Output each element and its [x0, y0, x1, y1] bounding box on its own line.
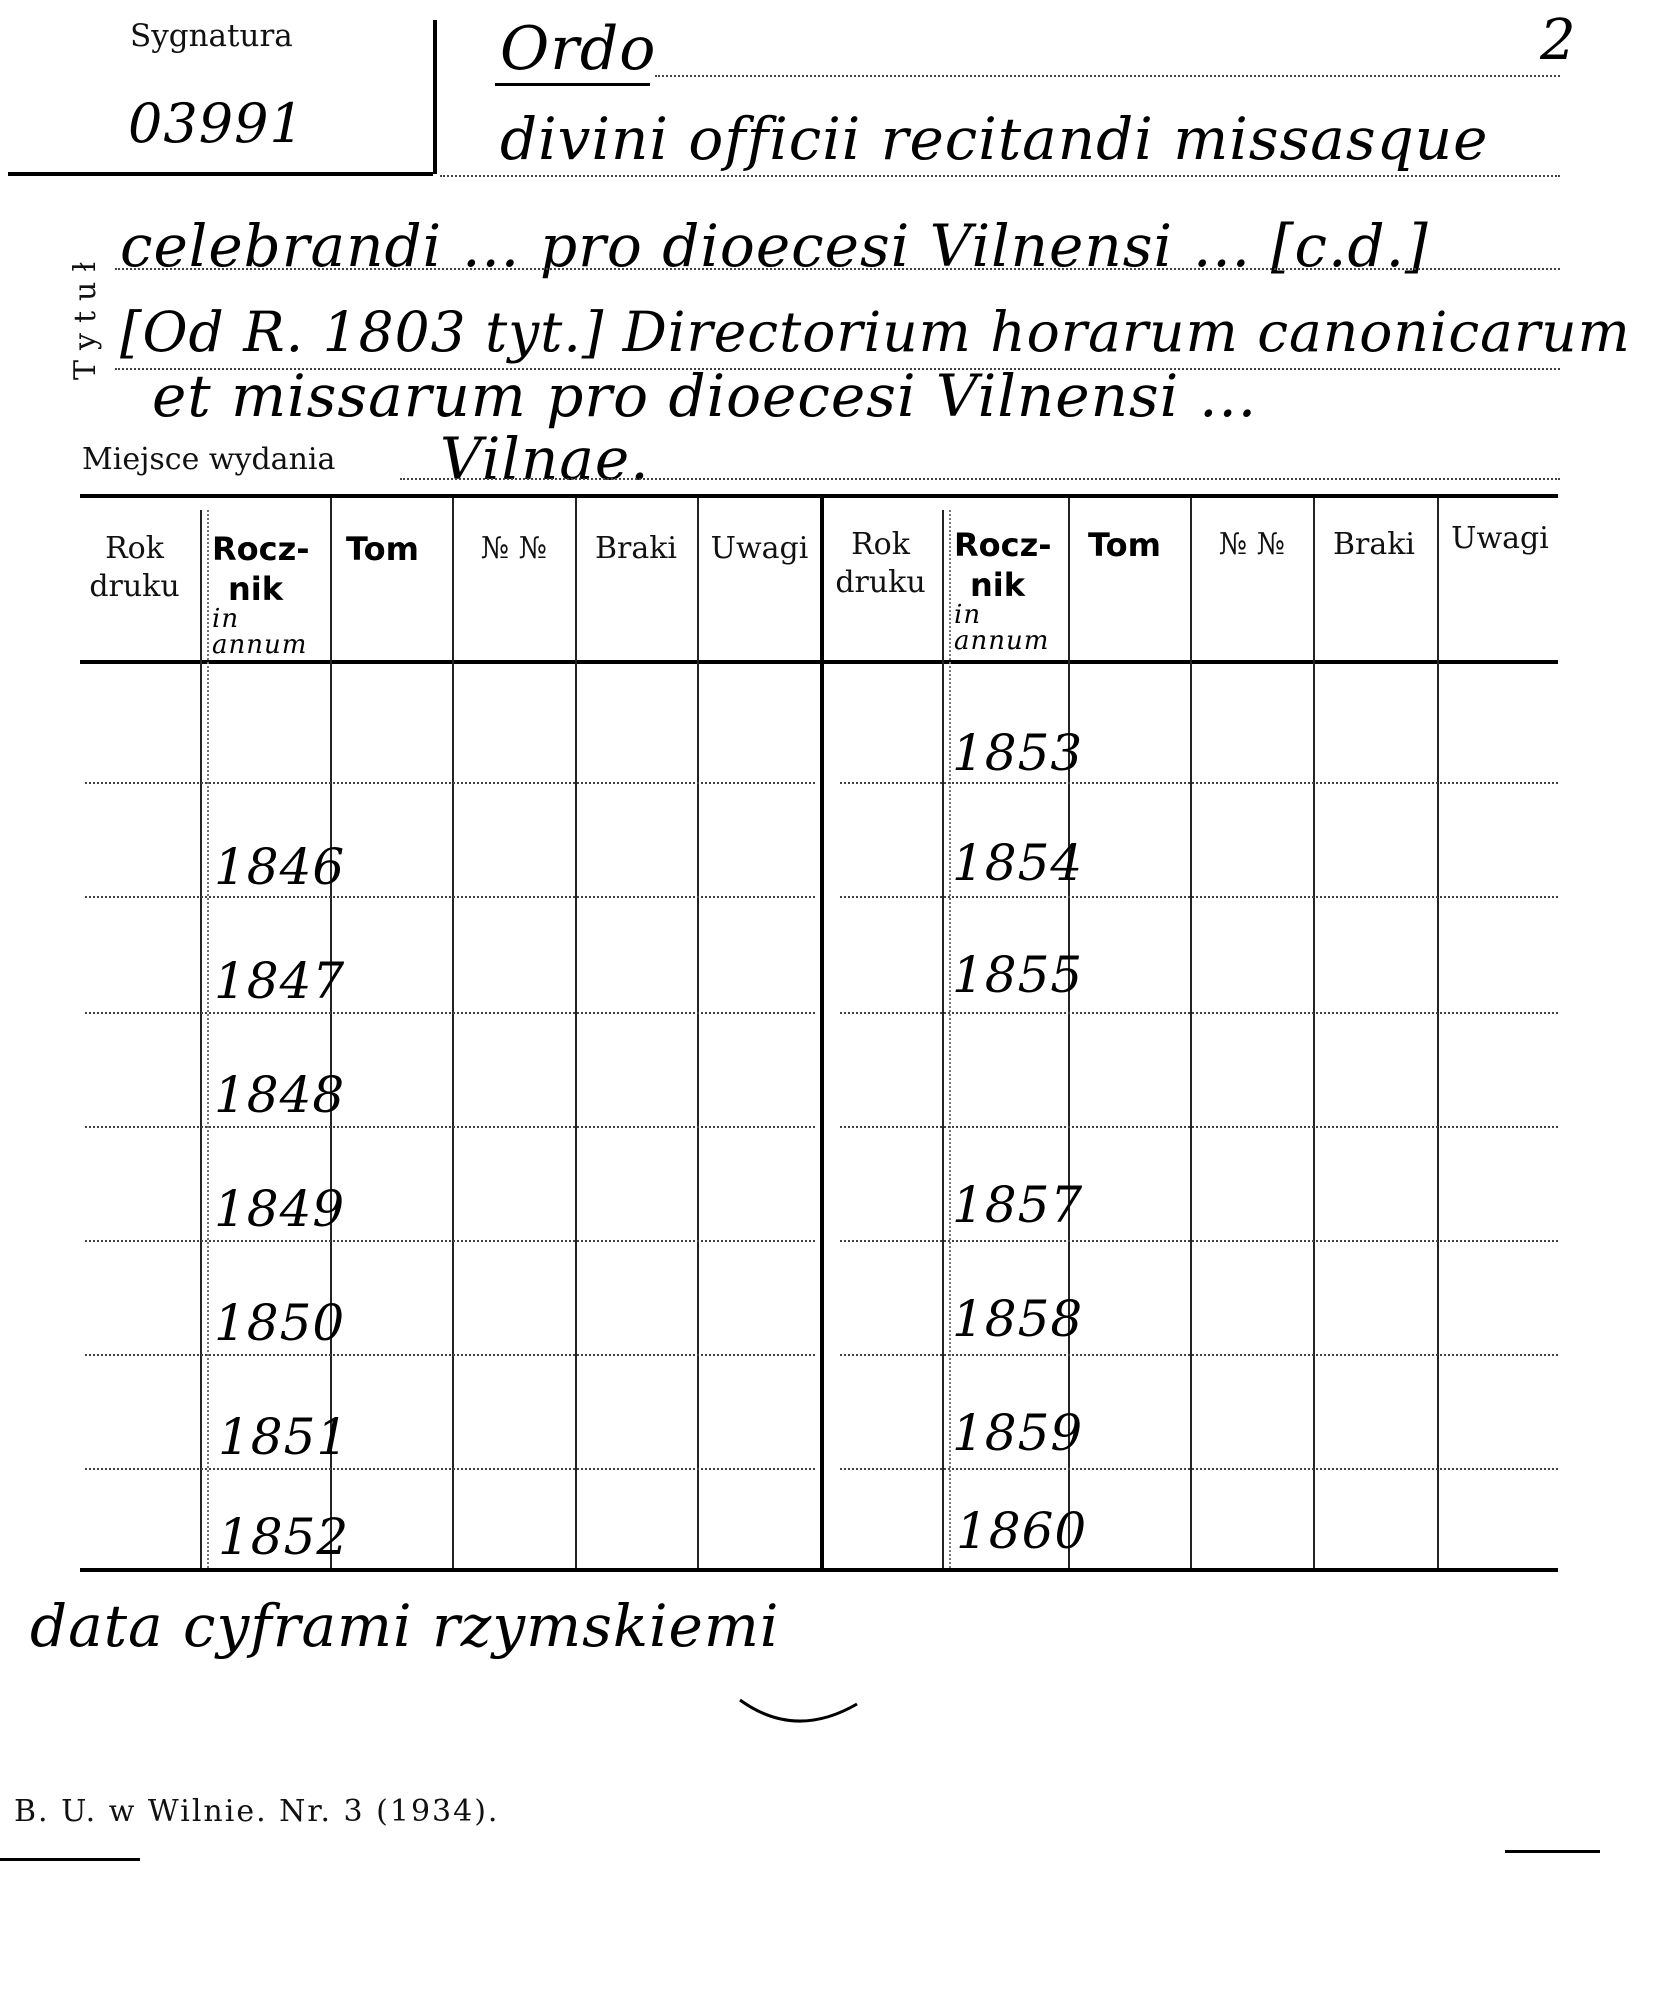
col-line-r1 [942, 510, 944, 1568]
header-uwagi-left: Uwagi [710, 531, 809, 566]
row-line [840, 1354, 1558, 1356]
table-header-rule [80, 660, 1558, 664]
title-ordo-underline [495, 83, 650, 86]
header-rocznik-left: Rocz- [212, 530, 310, 568]
header-numery-right: № № [1218, 527, 1286, 562]
header-in-annum-right: in annum [954, 600, 1050, 656]
col-line-l1b [207, 510, 209, 1568]
year-left-8: 1852 [218, 1508, 350, 1566]
title-side-label: Tytuł [68, 251, 103, 380]
row-line [85, 1126, 815, 1128]
title-dotline-3 [115, 268, 1560, 270]
row-line [85, 1468, 815, 1470]
title-line-5: et missarum pro dioecesi Vilnensi … [152, 362, 1258, 430]
col-line-r3 [1190, 498, 1192, 1568]
col-line-l4 [575, 498, 577, 1568]
footer-text: B. U. w Wilnie. Nr. 3 (1934). [14, 1794, 500, 1829]
table-top-rule [80, 494, 1558, 498]
row-line [85, 1012, 815, 1014]
col-line-r1b [949, 510, 951, 1568]
year-right-7: 1859 [952, 1404, 1084, 1462]
header-rocznik-right: Rocz- [954, 526, 1052, 564]
signature-underline [8, 172, 433, 176]
header-rok-druku-right: Rok druku [835, 527, 926, 600]
row-line [840, 1468, 1558, 1470]
footer-rule-left [0, 1858, 140, 1861]
row-line [85, 1240, 815, 1242]
signature-divider [433, 20, 437, 174]
title-dotline-2 [440, 175, 1560, 177]
title-line-2: divini officii recitandi missasque [500, 105, 1489, 173]
row-line [85, 1354, 815, 1356]
footer-rule-right [1505, 1850, 1600, 1853]
row-line [840, 1126, 1558, 1128]
place-value: Vilnae. [440, 425, 650, 493]
year-right-1: 1853 [952, 724, 1084, 782]
header-tom-right: Tom [1088, 526, 1161, 564]
year-left-2: 1846 [214, 838, 346, 896]
year-right-8: 1860 [956, 1502, 1088, 1560]
year-right-6: 1858 [952, 1290, 1084, 1348]
header-uwagi-right: Uwagi [1451, 521, 1549, 556]
header-rok-druku-left: Rok druku [89, 531, 180, 604]
col-line-r5 [1437, 498, 1439, 1568]
col-line-r4 [1313, 498, 1315, 1568]
year-left-4: 1848 [214, 1066, 346, 1124]
col-line-l3 [452, 498, 454, 1568]
row-line [840, 1240, 1558, 1242]
title-line-3: celebrandi … pro dioecesi Vilnensi … [c.d.] [120, 212, 1429, 280]
year-right-5: 1857 [952, 1176, 1084, 1234]
curve-mark [735, 1690, 865, 1740]
year-left-6: 1850 [214, 1294, 346, 1352]
row-line [840, 782, 1558, 784]
year-left-7: 1851 [218, 1408, 350, 1466]
signature-label: Sygnatura [130, 18, 293, 54]
handwritten-note: data cyframi rzymskiemi [30, 1592, 780, 1660]
card-number: 2 [1540, 8, 1577, 73]
header-rocznik-right-2: nik [970, 566, 1026, 604]
title-word-ordo: Ordo [500, 14, 657, 84]
title-dotline-1 [655, 75, 1560, 77]
place-dotline [400, 478, 1560, 480]
row-line [840, 1012, 1558, 1014]
place-label: Miejsce wydania [82, 442, 336, 477]
header-rocznik-left-2: nik [228, 570, 284, 608]
row-line [85, 896, 815, 898]
col-line-center [820, 498, 824, 1568]
header-tom-left: Tom [346, 530, 419, 568]
header-braki-left: Braki [594, 531, 678, 566]
row-line [85, 782, 815, 784]
year-left-3: 1847 [214, 952, 346, 1010]
col-line-l5 [697, 498, 699, 1568]
header-in-annum-left: in annum [212, 604, 308, 660]
year-right-2: 1854 [952, 834, 1084, 892]
table-bottom-rule [80, 1568, 1558, 1572]
header-braki-right: Braki [1332, 527, 1416, 562]
year-left-5: 1849 [214, 1180, 346, 1238]
signature-value: 03991 [128, 92, 305, 155]
year-right-3: 1855 [952, 946, 1084, 1004]
col-line-l1 [200, 510, 202, 1568]
title-line-4: [Od R. 1803 tyt.] Directorium horarum canonicarum [120, 300, 1631, 364]
row-line [840, 896, 1558, 898]
header-numery-left: № № [480, 531, 548, 566]
